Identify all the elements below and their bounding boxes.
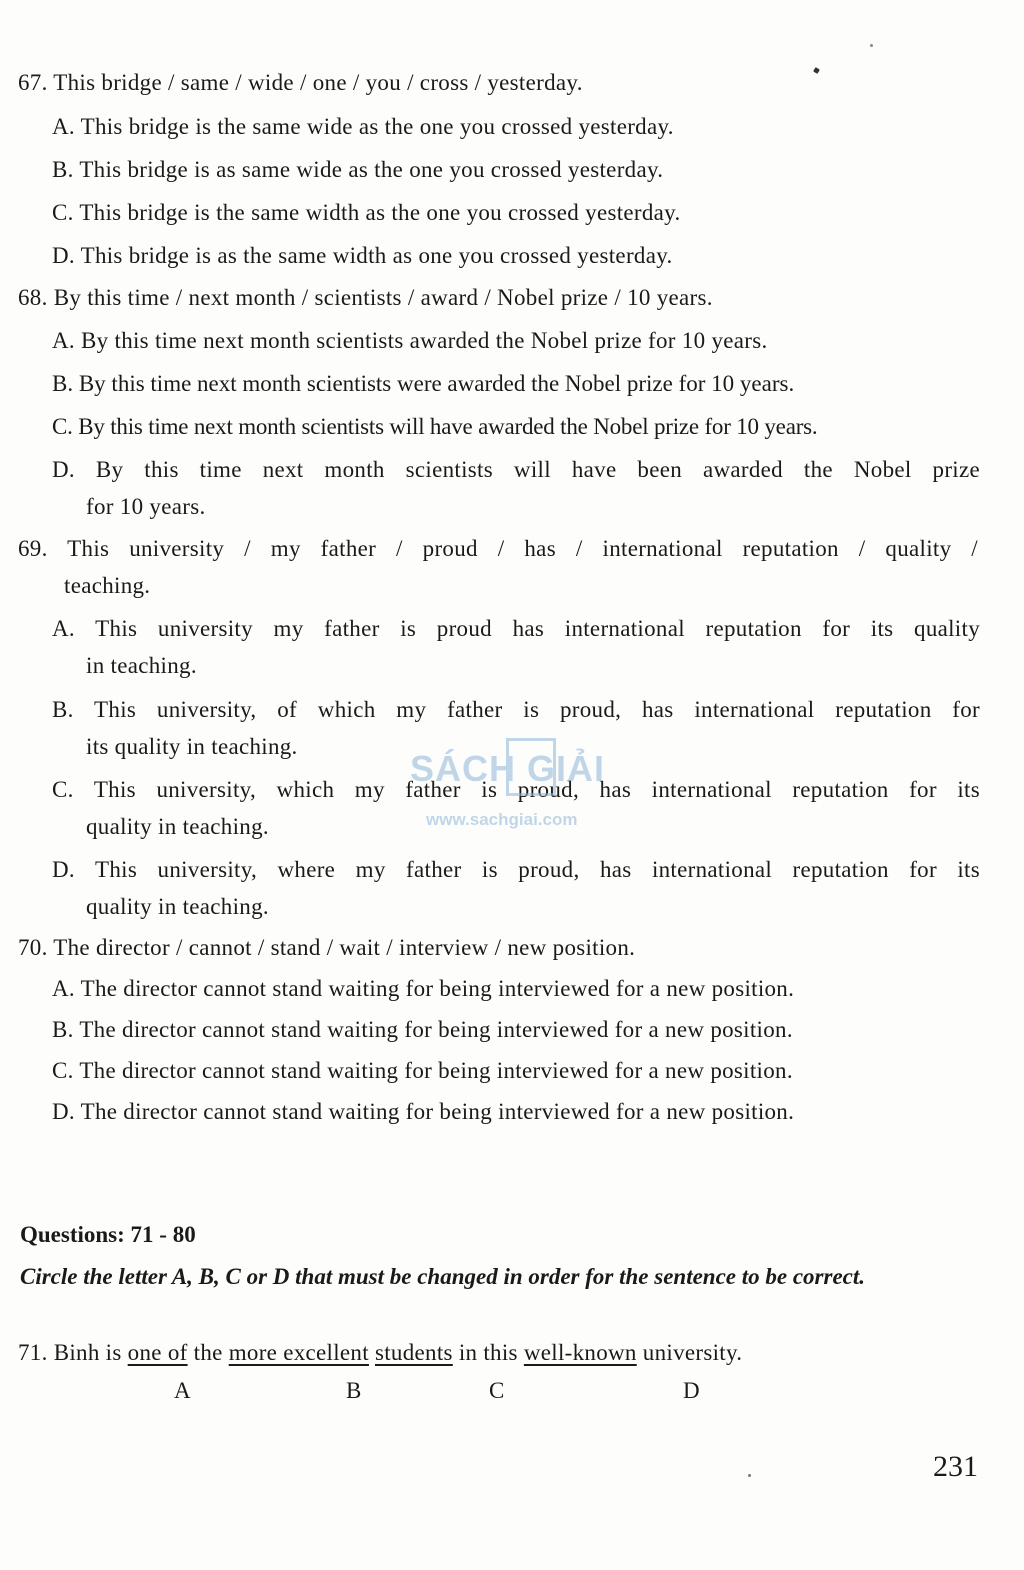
question-69-option-c-continued: quality in teaching. xyxy=(86,814,269,839)
question-70-option-d: D. The director cannot stand waiting for being interviewed for a new position. xyxy=(52,1099,795,1124)
q71-label-a: A xyxy=(174,1378,191,1403)
q71-text: 71. Binh is xyxy=(18,1340,128,1365)
question-68-stem: 68. By this time / next month / scientists / award / Nobel prize / 10 years. xyxy=(18,285,713,310)
q71-underlined-d: well-known xyxy=(523,1340,637,1365)
question-70-stem: 70. The director / cannot / stand / wait / interview / new position. xyxy=(18,935,636,960)
section-instruction: Circle the letter A, B, C or D that must be changed in order for the sentence to be correct. xyxy=(20,1264,866,1289)
question-69-option-c: C. This university, which my father is proud, has international reputation for its xyxy=(52,777,980,802)
section-title: Questions: 71 - 80 xyxy=(20,1222,196,1247)
question-68-option-a: A. By this time next month scientists awarded the Nobel prize for 10 years. xyxy=(52,328,768,353)
q71-text: university. xyxy=(636,1340,743,1365)
question-68-option-c: C. By this time next month scientists will have awarded the Nobel prize for 10 years. xyxy=(52,414,818,439)
q71-label-b: B xyxy=(346,1378,362,1403)
q71-label-d: D xyxy=(683,1378,700,1403)
question-67-stem: 67. This bridge / same / wide / one / you / cross / yesterday. xyxy=(18,70,583,95)
question-71-sentence xyxy=(18,1340,984,1366)
q71-underlined-b: more excellent xyxy=(228,1340,369,1365)
question-69-option-a-continued: in teaching. xyxy=(86,653,197,678)
question-67-option-b: B. This bridge is as same wide as the one you crossed yesterday. xyxy=(52,157,664,182)
question-69-option-a: A. This university my father is proud has international reputation for its quality xyxy=(52,616,980,641)
watermark xyxy=(410,738,620,838)
q71-underlined-c: students xyxy=(374,1340,453,1365)
question-67-option-c: C. This bridge is the same width as the one you crossed yesterday. xyxy=(52,200,681,225)
q71-text: in this xyxy=(452,1340,524,1365)
q71-underlined-a: one of xyxy=(127,1340,188,1365)
question-69-option-b: B. This university, of which my father is proud, has international reputation for xyxy=(52,697,980,722)
q71-text: the xyxy=(187,1340,229,1365)
watermark-url: www.sachgiai.com xyxy=(426,810,578,829)
scan-speck xyxy=(748,1474,751,1477)
watermark-brand: SÁCH GIẢI xyxy=(410,748,606,789)
question-69-stem-continued: teaching. xyxy=(64,573,151,598)
q71-label-c: C xyxy=(489,1378,505,1403)
question-69-option-d-continued: quality in teaching. xyxy=(86,894,269,919)
question-69-stem: 69. This university / my father / proud / has / international reputation / quality / xyxy=(18,536,978,561)
page-number: 231 xyxy=(933,1450,978,1483)
question-70-option-a: A. The director cannot stand waiting for being interviewed for a new position. xyxy=(52,976,795,1001)
question-69-option-d: D. This university, where my father is proud, has international reputation for its xyxy=(52,857,980,882)
question-68-option-d: D. By this time next month scientists will have been awarded the Nobel prize xyxy=(52,457,980,482)
question-68-option-b: B. By this time next month scientists were awarded the Nobel prize for 10 years. xyxy=(52,371,795,396)
question-69-option-b-continued: its quality in teaching. xyxy=(86,734,298,759)
question-70-option-c: C. The director cannot stand waiting for being interviewed for a new position. xyxy=(52,1058,793,1083)
question-67-option-d: D. This bridge is as the same width as one you crossed yesterday. xyxy=(52,243,673,268)
question-67-option-a: A. This bridge is the same wide as the one you crossed yesterday. xyxy=(52,114,674,139)
scan-speck xyxy=(870,44,873,47)
question-68-option-d-continued: for 10 years. xyxy=(86,494,206,519)
question-70-option-b: B. The director cannot stand waiting for being interviewed for a new position. xyxy=(52,1017,793,1042)
